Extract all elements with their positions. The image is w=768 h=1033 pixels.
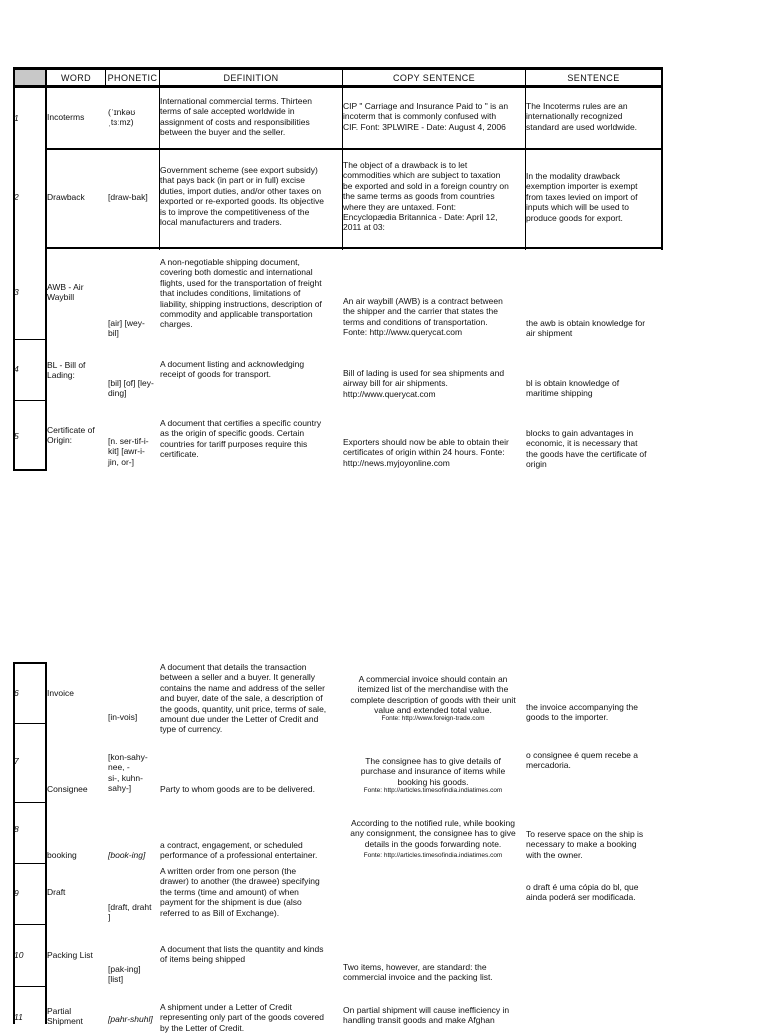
sentence-cell: the awb is obtain knowledge for air shipment	[526, 318, 646, 339]
num-divider	[13, 924, 46, 925]
copy-sentence-cell: The consignee has to give details of purchase and insurance of items while booking his goods.	[360, 756, 506, 787]
sentence-cell: bl is obtain knowledge of maritime shipping	[526, 378, 620, 399]
copy-sentence-cell: According to the notified rule, while booking any consignment, the consignee has to give details in the goods forwarding note.	[350, 818, 516, 849]
table1-bottom-left	[13, 469, 47, 471]
phonetic-cell: [air] [wey- bil]	[108, 318, 145, 339]
table2-left-border	[13, 662, 15, 1024]
row-number: 11	[14, 1012, 23, 1022]
word-cell: Draft	[47, 887, 66, 897]
phonetic-cell: [in-vois]	[108, 712, 138, 722]
word-cell: Incoterms	[47, 112, 85, 122]
table1-num-divider	[45, 67, 47, 471]
header-phonetic: PHONETIC	[107, 72, 158, 83]
row-divider	[45, 247, 663, 249]
definition-cell: Party to whom goods are to be delivered.	[160, 784, 315, 794]
copy-source: Fonte: http://articles.timesofindia.indiatimes.com	[363, 852, 503, 859]
header-word: WORD	[60, 72, 92, 83]
copy-sentence-cell: Bill of lading is used for sea shipments and airway bill for air shipments. http://www.querycat.com	[343, 368, 505, 399]
copy-sentence-cell: A commercial invoice should contain an itemized list of the merchandise with the complete description of goods with their unit value and extended total value.	[350, 674, 516, 716]
header-definition: DEFINITION	[223, 72, 279, 83]
row-number: 1	[14, 113, 19, 123]
table2-num-divider	[45, 662, 47, 1024]
definition-cell: A shipment under a Letter of Credit representing only part of the goods covered by the Letter of Credit.	[160, 1002, 324, 1033]
table1-right-border	[661, 67, 663, 250]
row-number: 7	[14, 756, 19, 766]
row-number: 8	[14, 824, 19, 834]
header-copy-sentence: COPY SENTENCE	[392, 72, 476, 83]
num-divider	[13, 802, 46, 803]
definition-cell: A document that lists the quantity and kinds of items being shipped	[160, 944, 324, 965]
word-cell: Drawback	[47, 192, 85, 202]
num-divider	[13, 339, 46, 340]
definition-cell: A document that certifies a specific country as the origin of specific goods. Certain countries for tariff purposes require this certificate.	[160, 418, 322, 460]
copy-source: Fonte: http://articles.timesofindia.indiatimes.com	[363, 787, 503, 794]
phonetic-cell: [pahr-shuhl]	[108, 1014, 153, 1024]
word-cell: Invoice	[47, 688, 74, 698]
sentence-cell: the invoice accompanying the goods to the importer.	[526, 702, 638, 723]
copy-sentence-cell: Two items, however, are standard: the commercial invoice and the packing list.	[343, 962, 493, 983]
copy-sentence-cell: Exporters should now be able to obtain their certificates of origin within 24 hours. Fonte: http://news.myjoyonline.com	[343, 437, 509, 468]
num-divider	[13, 986, 46, 987]
header-row-band	[15, 70, 45, 85]
phonetic-cell: [book-ing]	[108, 850, 146, 860]
copy-sentence-cell: On partial shipment will cause inefficiency in handling transit goods and make Afghan	[343, 1005, 510, 1026]
row-number: 5	[14, 431, 19, 441]
copy-sentence-cell: The object of a drawback is to let commodities which are subject to taxation be exported and sold in a foreign country on the same terms as goods from countries where they are untaxed. Font: Encyclopædia Britannica - Date: April 12, 2011 at 03:	[343, 160, 509, 233]
row-number: 9	[14, 888, 19, 898]
definition-cell: A document listing and acknowledging receipt of goods for transport.	[160, 359, 305, 380]
sentence-cell: o draft é uma cópia do bl, que ainda poderá ser modificada.	[526, 882, 639, 903]
sentence-cell: o consignee é quem recebe a mercadoria.	[526, 750, 638, 771]
word-cell: AWB - Air Waybill	[47, 282, 84, 303]
copy-source: Fonte: http://www.foreign-trade.com	[381, 715, 485, 722]
row-number: 6	[14, 688, 19, 698]
phonetic-cell: [n. ser-tif-i- kit] [awr-i- jin, or-]	[108, 436, 149, 467]
copy-sentence-cell: An air waybill (AWB) is a contract between the shipper and the carrier that states the terms and conditions of transportation. Fonte: http://www.querycat.com	[343, 296, 503, 338]
phonetic-cell: [bil] [of] [ley- ding]	[108, 378, 154, 399]
definition-cell: A non-negotiable shipping document, covering both domestic and international flights, used for the transportation of freight that includes conditions, limitations of liability, shipping instructions, description of commodity and applicable transportation charges.	[160, 257, 322, 330]
definition-cell: A document that details the transaction between a seller and a buyer. It generally contains the name and address of the seller and buyer, date of the sale, a description of the goods, quantity, unit price, terms of sale, amount due under the Letter of Credit and type of currency.	[160, 662, 327, 735]
phonetic-cell: [draft, draht ]	[108, 902, 152, 923]
phonetic-cell: [pak-ing] [list]	[108, 964, 141, 985]
word-cell: Packing List	[47, 950, 93, 960]
definition-cell: A written order from one person (the drawer) to another (the drawee) specifying the terms (time and amount) of when payment for the shipment is due (also referred to as Bill of Exchange).	[160, 866, 320, 918]
row-number: 2	[14, 192, 19, 202]
word-cell: Consignee	[47, 784, 88, 794]
definition-cell: Government scheme (see export subsidy) that pays back (in part or in full) excise duties, import duties, and/or other taxes on exported or re-exported goods. Its objective is to improve the competitiveness of the local manufacturers and traders.	[160, 165, 324, 228]
word-cell: BL - Bill of Lading:	[47, 360, 86, 381]
definition-cell: International commercial terms. Thirteen terms of sale accepted worldwide in assignment of costs and responsibilities between the buyer and the seller.	[160, 96, 312, 138]
sentence-cell: The Incoterms rules are an internationally recognized standard are used worldwide.	[526, 101, 638, 132]
word-cell: Partial Shipment	[47, 1006, 83, 1027]
word-cell: booking	[47, 850, 77, 860]
row-number: 10	[14, 950, 24, 960]
num-divider	[13, 723, 46, 724]
row-divider	[45, 148, 663, 150]
num-divider	[13, 400, 46, 401]
definition-cell: a contract, engagement, or scheduled performance of a professional entertainer.	[160, 840, 318, 861]
phonetic-cell: [draw-bak]	[108, 192, 148, 202]
table1-left-border	[13, 67, 15, 471]
header-sentence: SENTENCE	[567, 72, 620, 83]
sentence-cell: To reserve space on the ship is necessary to make a booking with the owner.	[526, 829, 644, 860]
sentence-cell: blocks to gain advantages in economic, it is necessary that the goods have the certificate of origin	[526, 428, 647, 470]
phonetic-cell: [kon-sahy- nee, - si-, kuhn- sahy-]	[108, 752, 148, 794]
sentence-cell: In the modality drawback exemption importer is exempt from taxes levied on import of inputs which will be used to produce goods for export.	[526, 171, 638, 223]
row-number: 4	[14, 364, 19, 374]
phonetic-cell: (ˈɪnkəʊ ˌtɜːmz)	[108, 107, 136, 128]
copy-sentence-cell: CIP " Carriage and Insurance Paid to " is an incoterm that is commonly confused with CIF. Font: 3PLWIRE - Date: August 4, 2006	[343, 101, 509, 132]
table2-top-border	[13, 662, 47, 664]
row-number: 3	[14, 287, 19, 297]
num-divider	[13, 863, 46, 864]
word-cell: Certificate of Origin:	[47, 425, 95, 446]
